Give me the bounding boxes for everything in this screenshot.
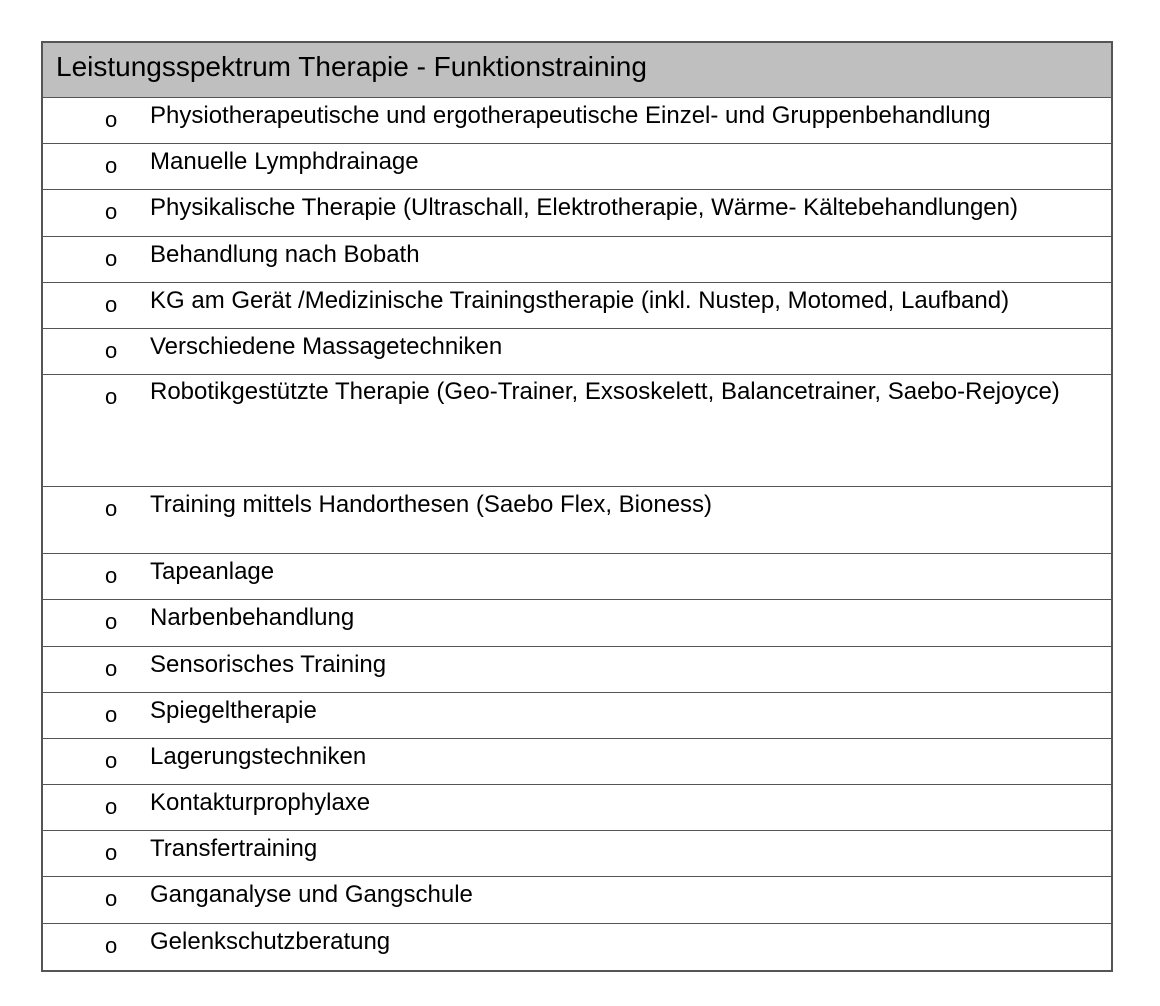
bullet-marker: o — [105, 337, 118, 363]
list-item-text: Ganganalyse und Gangschule — [150, 881, 473, 909]
table-row — [43, 647, 1111, 693]
list-item-text: Spiegeltherapie — [150, 696, 317, 724]
list-item-text: Sensorisches Training — [150, 650, 387, 678]
table-row — [43, 375, 1111, 487]
list-item-text: Behandlung nach Bobath — [150, 240, 420, 268]
list-item-text: Training mittels Handorthesen (Saebo Flex, Bioness) — [150, 491, 713, 519]
bullet-marker: o — [105, 840, 118, 866]
list-item-text: Robotikgestützte Therapie (Geo-Trainer, Exsoskelett, Balancetrainer, Saebo-Rejoyce) — [150, 378, 1060, 406]
bullet-marker: o — [105, 563, 118, 589]
table-row — [43, 237, 1111, 283]
table-row — [43, 831, 1111, 877]
table-row — [43, 600, 1111, 646]
list-item-text: Transfertraining — [150, 835, 318, 863]
table-row — [43, 487, 1111, 554]
bullet-marker: o — [105, 747, 118, 773]
table-row — [43, 144, 1111, 190]
table-row — [43, 693, 1111, 739]
table-row — [43, 329, 1111, 375]
list-item-text: Lagerungstechniken — [150, 742, 367, 770]
list-item-text: Gelenkschutzberatung — [150, 927, 391, 955]
table-row — [43, 554, 1111, 600]
table-row — [43, 283, 1111, 329]
bullet-marker: o — [105, 245, 118, 271]
list-item-text: KG am Gerät /Medizinische Trainingstherapie (inkl. Nustep, Motomed, Laufband) — [150, 286, 1010, 314]
list-item-text: Narbenbehandlung — [150, 604, 355, 632]
list-item-text: Tapeanlage — [150, 558, 275, 586]
bullet-marker: o — [105, 932, 118, 958]
bullet-marker: o — [105, 655, 118, 681]
list-item-text: Physikalische Therapie (Ultraschall, Elektrotherapie, Wärme- Kältebehandlungen) — [150, 194, 1018, 222]
services-table — [41, 41, 1113, 972]
list-item-text: Physiotherapeutische und ergotherapeutische Einzel- und Gruppenbehandlung — [150, 102, 991, 129]
bullet-marker: o — [105, 291, 118, 317]
bullet-marker: o — [105, 794, 118, 820]
list-item-text: Kontakturprophylaxe — [150, 789, 371, 817]
bullet-marker: o — [105, 886, 118, 912]
bullet-marker: o — [105, 384, 118, 410]
bullet-marker: o — [105, 609, 118, 635]
table-row — [43, 785, 1111, 831]
table-row — [43, 877, 1111, 923]
bullet-marker: o — [105, 701, 118, 727]
bullet-marker: o — [105, 496, 118, 522]
table-row — [43, 190, 1111, 236]
table-row — [43, 924, 1111, 970]
table-title: Leistungsspektrum Therapie - Funktionstraining — [43, 43, 1111, 98]
table-row — [43, 739, 1111, 785]
list-item-text: Manuelle Lymphdrainage — [150, 148, 419, 176]
list-item-text: Verschiedene Massagetechniken — [150, 332, 503, 360]
table-row — [43, 98, 1111, 144]
bullet-marker: o — [105, 153, 118, 179]
bullet-marker: o — [105, 199, 118, 225]
bullet-marker: o — [105, 107, 118, 132]
